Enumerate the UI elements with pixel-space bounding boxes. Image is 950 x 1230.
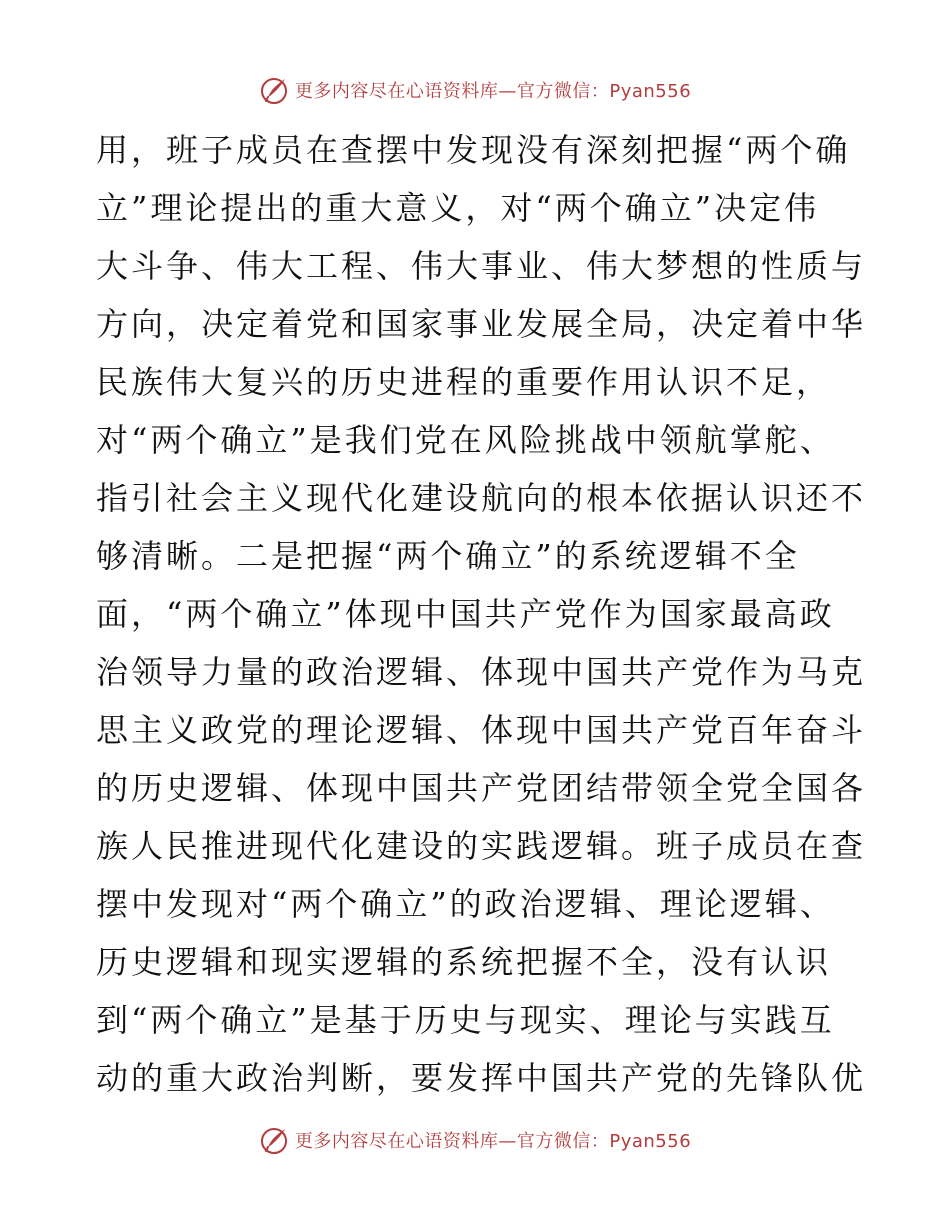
document-body [96,121,867,1107]
text-line: 民族伟大复兴的历史进程的重要作用认识不足， [96,363,832,401]
text-line: 历史逻辑和现实逻辑的系统把握不全，没有认识 [96,943,832,981]
text-line: 到“两个确立”是基于历史与现实、理论与实践互 [96,1001,835,1039]
text-line: 摆中发现对“两个确立”的政治逻辑、理论逻辑、 [96,885,835,923]
text-line: 治领导力量的政治逻辑、体现中国共产党作为马克 [96,653,867,691]
text-line: 大斗争、伟大工程、伟大事业、伟大梦想的性质与 [96,247,867,285]
text-line: 对“两个确立”是我们党在风险挑战中领航掌舵、 [96,421,835,459]
footer-watermark-text: 更多内容尽在心语资料库—官方微信：Pyan556 [294,1131,692,1152]
quill-pen-logo-icon [259,1125,289,1155]
text-line: 指引社会主义现代化建设航向的根本依据认识还不 [96,479,867,517]
text-line: 够清晰。二是把握“两个确立”的系统逻辑不全 [96,537,800,575]
text-line: 动的重大政治判断，要发挥中国共产党的先锋队优 [96,1059,867,1097]
text-line: 思主义政党的理论逻辑、体现中国共产党百年奋斗 [96,711,867,749]
text-line: 用，班子成员在查摆中发现没有深刻把握“两个确 [96,131,851,169]
quill-pen-logo-icon [259,75,289,105]
footer-watermark [0,1122,950,1158]
text-line: 族人民推进现代化建设的实践逻辑。班子成员在查 [96,827,867,865]
text-line: 立”理论提出的重大意义，对“两个确立”决定伟 [96,189,820,227]
text-line: 方向，决定着党和国家事业发展全局，决定着中华 [96,305,867,343]
header-watermark [0,72,950,108]
header-watermark-text: 更多内容尽在心语资料库—官方微信：Pyan556 [294,81,692,102]
text-line: 面，“两个确立”体现中国共产党作为国家最高政 [96,595,835,633]
text-line: 的历史逻辑、体现中国共产党团结带领全党全国各 [96,769,867,807]
